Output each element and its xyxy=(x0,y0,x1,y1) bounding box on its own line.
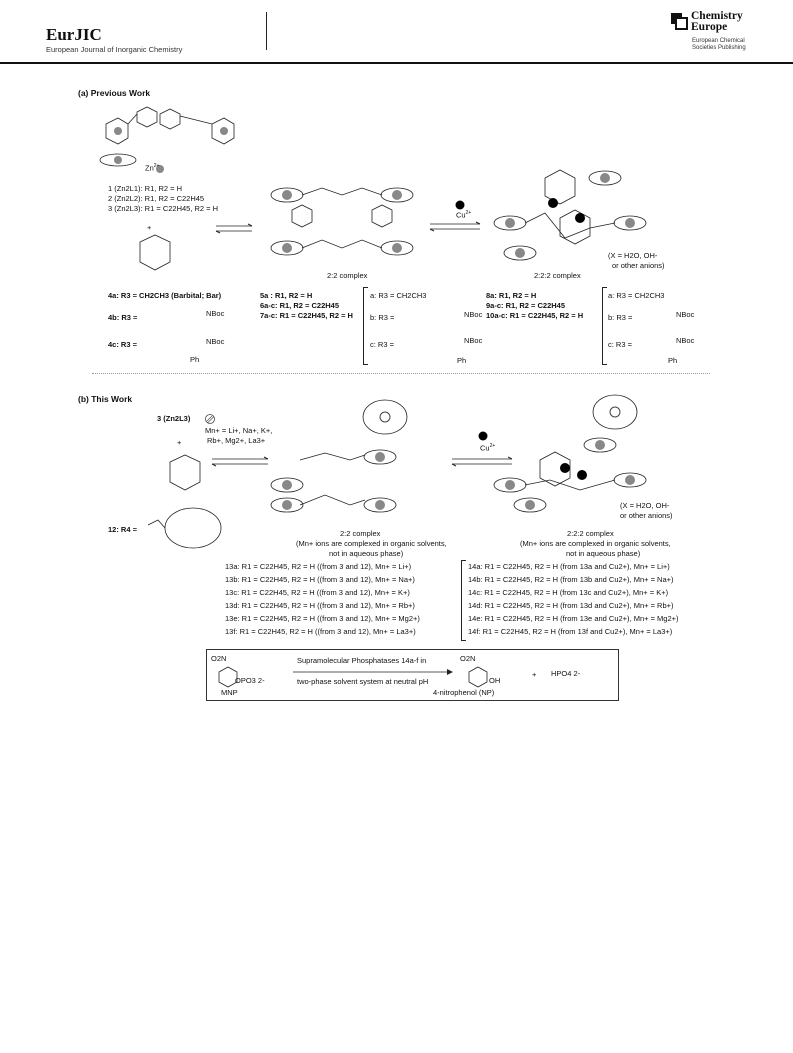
compound-14e: 14e: R1 = C22H45, R2 = H (from 13e and Cu2+), Mn+ = Mg2+) xyxy=(468,614,679,623)
compound-8a: 8a: R1, R2 = H xyxy=(486,291,537,300)
section-b-label: (b) This Work xyxy=(78,394,133,404)
bracket-b xyxy=(461,560,466,641)
cu-label: $Cu^{2+}$ xyxy=(456,210,472,220)
np-ring-structure xyxy=(467,666,489,688)
compound-2: 2 (Zn2L2): R1, R2 = C22H45 xyxy=(108,194,205,203)
ph-c-1: Ph xyxy=(457,356,467,365)
compound-14b: 14b: R1 = C22H45, R2 = H (from 13b and Cu2+), Mn+ = Na+) xyxy=(468,575,674,584)
complex-22-structure xyxy=(262,170,422,270)
barbital-4a: 4a: R3 = CH2CH3 (Barbital; Bar) xyxy=(108,291,222,300)
arrow-label-top: Supramolecular Phosphatases 14a-f in xyxy=(297,656,427,665)
mnp-label: MNP xyxy=(221,688,238,697)
metal-ion-icon xyxy=(205,414,215,424)
x-note-line1: (X = H2O, OH- xyxy=(608,251,658,260)
compound-13d: 13d: R1 = C22H45, R2 = H ((from 3 and 12), Mn+ = Rb+) xyxy=(225,601,415,610)
reaction-box xyxy=(206,649,619,701)
bracket-a1 xyxy=(363,287,368,365)
compound-3-b: 3 (Zn2L3) xyxy=(157,414,191,423)
publisher-title-line1: Chemistry xyxy=(691,10,743,22)
compound-3: 3 (Zn2L3): R1 = C22H45, R2 = H xyxy=(108,204,219,213)
compound-14f: 14f: R1 = C22H45, R2 = H (from 13f and Cu2+), Mn+ = La3+) xyxy=(468,627,673,636)
sub-b-1: b: R3 = xyxy=(370,313,395,322)
chemistry-europe-logo-icon xyxy=(671,13,687,29)
compound-6: 6a-c: R1, R2 = C22H45 xyxy=(260,301,339,310)
compound-13c: 13c: R1 = C22H45, R2 = H ((from 3 and 12), Mn+ = K+) xyxy=(225,588,410,597)
ph-4c: Ph xyxy=(190,355,200,364)
cu-ion-icon-b xyxy=(478,431,488,441)
barbital-ring-structure xyxy=(125,232,185,282)
sub-c-2: c: R3 = xyxy=(608,340,632,349)
compound-1: 1 (Zn2L1): R1, R2 = H xyxy=(108,184,182,193)
publisher-sub-line1: European Chemical xyxy=(692,38,745,44)
compound-13e: 13e: R1 = C22H45, R2 = H ((from 3 and 12), Mn+ = Mg2+) xyxy=(225,614,420,623)
sub-c-1: c: R3 = xyxy=(370,340,394,349)
np-label: 4-nitrophenol (NP) xyxy=(433,688,495,697)
cu-label-b: $Cu^{2+}$ xyxy=(480,443,496,453)
barbital-4c: 4c: R3 = xyxy=(108,340,137,349)
journal-short-title: EurJIC xyxy=(46,25,102,44)
plus-sign: + xyxy=(147,223,152,232)
sub-b-2: b: R3 = xyxy=(608,313,633,322)
arrow-label-bottom: two-phase solvent system at neutral pH xyxy=(297,677,429,686)
barbital-4b: 4b: R3 = xyxy=(108,313,138,322)
header-divider xyxy=(266,12,267,50)
plus-sign-reaction: + xyxy=(532,670,537,679)
compound-13f: 13f: R1 = C22H45, R2 = H ((from 3 and 12), Mn+ = La3+) xyxy=(225,627,416,636)
publisher-title xyxy=(691,11,743,33)
cu-ion-icon xyxy=(455,200,465,210)
publisher-subtitle xyxy=(692,38,746,52)
complex-22-note1: (Mn+ ions are complexed in organic solvents, xyxy=(296,539,447,548)
metal-list-line2: Rb+, Mg2+, La3+ xyxy=(207,436,266,445)
r4-definition: 12: R4 = xyxy=(108,525,137,534)
publisher-title-line2: Europe xyxy=(691,21,728,33)
barbital-ring-structure-b xyxy=(155,452,215,502)
complex-222-note2: not in aqueous phase) xyxy=(566,549,641,558)
plus-sign-b: + xyxy=(177,438,182,447)
compound-5a: 5a : R1, R2 = H xyxy=(260,291,313,300)
np-nitro-group: O2N xyxy=(460,654,476,663)
compound-13a: 13a: R1 = C22H45, R2 = H ((from 3 and 12), Mn+ = Li+) xyxy=(225,562,412,571)
boc-c-1: NBoc xyxy=(464,336,483,345)
complex-22-structure-b xyxy=(255,395,465,525)
equilibrium-arrow-1 xyxy=(216,224,252,234)
compound-10: 10a-c: R1 = C22H45, R2 = H xyxy=(486,311,584,320)
cu-label-b-text: Cu xyxy=(480,443,490,453)
compound-13b: 13b: R1 = C22H45, R2 = H ((from 3 and 12), Mn+ = Na+) xyxy=(225,575,415,584)
compound-9: 9a-c: R1, R2 = C22H45 xyxy=(486,301,565,310)
page-header xyxy=(0,0,793,64)
sub-a-2: a: R3 = CH2CH3 xyxy=(608,291,665,300)
section-a-label: (a) Previous Work xyxy=(78,88,151,98)
complex-222-note1: (Mn+ ions are complexed in organic solvents, xyxy=(520,539,671,548)
complex-222-label: 2:2:2 complex xyxy=(534,271,581,280)
complex-22-note2: not in aqueous phase) xyxy=(329,549,404,558)
compound-14d: 14d: R1 = C22H45, R2 = H (from 13d and Cu2+), Mn+ = Rb+) xyxy=(468,601,674,610)
boc-b-2: NBoc xyxy=(676,310,695,319)
mnp-phosphate-group: OPO3 2- xyxy=(235,676,265,685)
x-note-b-line2: or other anions) xyxy=(620,511,673,520)
boc-b-1: NBoc xyxy=(464,310,483,319)
boc-4c: NBoc xyxy=(206,337,225,346)
cu-label-text: Cu xyxy=(456,210,466,220)
publisher-sub-line2: Societies Publishing xyxy=(692,45,746,51)
compound-7: 7a-c: R1 = C22H45, R2 = H xyxy=(260,311,353,320)
zn-ligand-structure xyxy=(92,104,252,174)
np-hydroxy-group: OH xyxy=(489,676,501,685)
x-note-b-line1: (X = H2O, OH- xyxy=(620,501,670,510)
zn-legend: $Zn^{2+}$ xyxy=(145,163,160,173)
cu-addition-arrow xyxy=(430,222,480,232)
compound-14c: 14c: R1 = C22H45, R2 = H (from 13c and Cu2+), Mn+ = K+) xyxy=(468,588,669,597)
hydrogen-phosphate: HPO4 2- xyxy=(551,669,581,678)
metal-list-line1: Mn+ = Li+, Na+, K+, xyxy=(205,426,273,435)
journal-full-title: European Journal of Inorganic Chemistry xyxy=(46,45,183,54)
reaction-arrow xyxy=(293,669,453,675)
complex-22-label-b: 2:2 complex xyxy=(340,529,381,538)
boc-4b: NBoc xyxy=(206,309,225,318)
bracket-a2 xyxy=(602,287,607,365)
complex-222-label-b: 2:2:2 complex xyxy=(567,529,614,538)
header-rule xyxy=(0,62,793,64)
zn-legend-text: Zn xyxy=(145,163,154,173)
section-divider xyxy=(92,373,710,374)
complex-22-label: 2:2 complex xyxy=(327,271,368,280)
compound-14a: 14a: R1 = C22H45, R2 = H (from 13a and Cu2+), Mn+ = Li+) xyxy=(468,562,670,571)
mnp-nitro-group: O2N xyxy=(211,654,227,663)
sub-a-1: a: R3 = CH2CH3 xyxy=(370,291,427,300)
crown-ether-structure xyxy=(148,500,228,560)
boc-c-2: NBoc xyxy=(676,336,695,345)
ph-c-2: Ph xyxy=(668,356,678,365)
x-note-line2: or other anions) xyxy=(612,261,665,270)
